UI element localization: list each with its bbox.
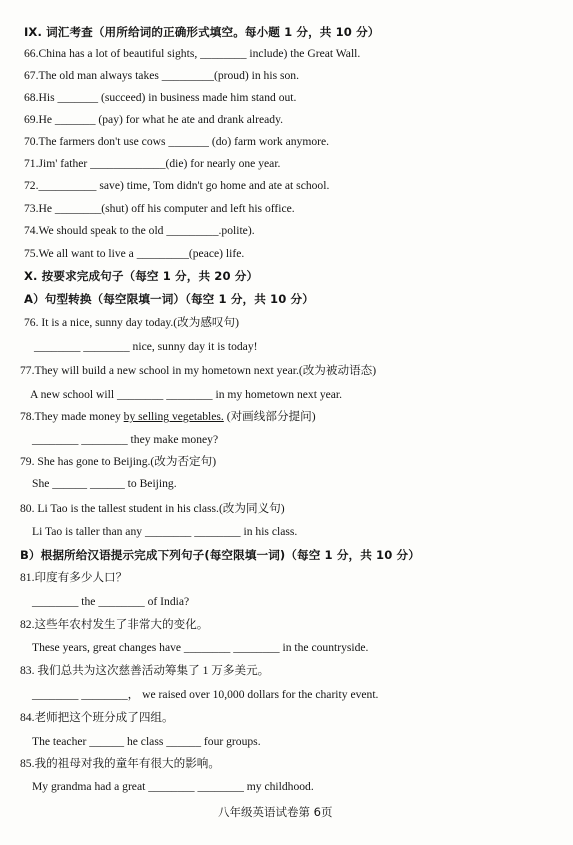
- section-9-title: IX. 词汇考查（用所给词的正确形式填空。每小题 1 分，共 10 分）: [24, 25, 380, 39]
- question-75: 75.We all want to live a _________(peace) life.: [24, 247, 245, 260]
- part-b-title: B）根据所给汉语提示完成下列句子(每空限填一词)（每空 1 分，共 10 分）: [20, 548, 420, 562]
- underlined-phrase: by selling vegetables.: [123, 410, 224, 423]
- question-85: 85.我的祖母对我的童年有很大的影响。: [20, 757, 220, 770]
- question-73: 73.He ________(shut) off his computer and left his office.: [24, 202, 295, 215]
- question-80: 80. Li Tao is the tallest student in his class.(改为同义句): [20, 502, 285, 515]
- question-72: 72.__________ save) time, Tom didn't go home and ate at school.: [24, 179, 330, 192]
- question-84: 84.老师把这个班分成了四组。: [20, 711, 174, 724]
- question-71: 71.Jim' father _____________(die) for nearly one year.: [24, 157, 281, 170]
- answer-78: ________ ________ they make money?: [32, 433, 219, 446]
- answer-79: She ______ ______ to Beijing.: [32, 477, 177, 490]
- question-78: 78.They made money by selling vegetables. (对画线部分提问): [20, 410, 316, 423]
- question-83: 83. 我们总共为这次慈善活动筹集了 1 万多美元。: [20, 664, 270, 677]
- question-67: 67.The old man always takes _________(proud) in his son.: [24, 69, 299, 82]
- answer-84: The teacher ______ he class ______ four groups.: [32, 735, 261, 748]
- answer-85: My grandma had a great ________ ________ my childhood.: [32, 780, 314, 793]
- answer-80: Li Tao is taller than any ________ ________ in his class.: [32, 525, 298, 538]
- question-76: 76. It is a nice, sunny day today.(改为感叹句): [24, 316, 239, 329]
- answer-77: A new school will ________ ________ in my hometown next year.: [30, 388, 343, 401]
- question-77: 77.They will build a new school in my hometown next year.(改为被动语态): [20, 364, 377, 377]
- answer-82: These years, great changes have ________ ________ in the countryside.: [32, 641, 369, 654]
- answer-81: ________ the ________ of India?: [32, 595, 190, 608]
- question-79: 79. She has gone to Beijing.(改为否定句): [20, 455, 217, 468]
- part-a-title: A）句型转换（每空限填一词）（每空 1 分，共 10 分）: [24, 292, 314, 306]
- question-74: 74.We should speak to the old _________.polite).: [24, 224, 255, 237]
- question-82: 82.这些年农村发生了非常大的变化。: [20, 618, 209, 631]
- answer-76: ________ ________ nice, sunny day it is today!: [34, 340, 258, 353]
- question-66: 66.China has a lot of beautiful sights, ________ include) the Great Wall.: [24, 47, 361, 60]
- question-81: 81.印度有多少人口？: [20, 571, 128, 584]
- question-68: 68.His _______ (succeed) in business made him stand out.: [24, 91, 297, 104]
- question-69: 69.He _______ (pay) for what he ate and drank already.: [24, 113, 284, 126]
- section-10-title: X. 按要求完成句子（每空 1 分，共 20 分）: [24, 269, 259, 283]
- answer-83: ________ ________， we raised over 10,000 dollars for the charity event.: [32, 688, 379, 701]
- question-70: 70.The farmers don't use cows _______ (do) farm work anymore.: [24, 135, 330, 148]
- page-footer: 八年级英语试卷第 6页: [218, 805, 333, 819]
